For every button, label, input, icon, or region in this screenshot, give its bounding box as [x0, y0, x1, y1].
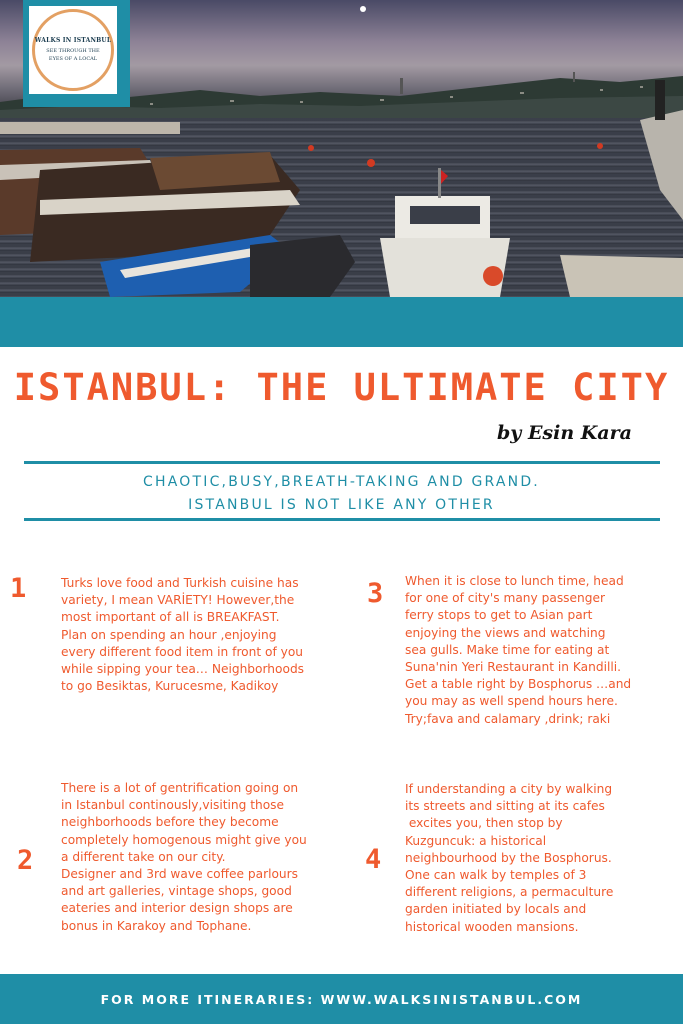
text-line: Plan on spending an hour ,enjoying — [61, 627, 277, 642]
page-title: ISTANBUL: THE ULTIMATE CITY — [13, 366, 670, 409]
text-line: neighborhoods before they become — [61, 815, 279, 830]
section-number-1: 1 — [10, 573, 27, 604]
text-line: neighbourhood by the Bosphorus. — [405, 850, 612, 865]
text-line: bonus in Karakoy and Tophane. — [61, 918, 252, 933]
text-line: you may as well spend hours here. — [405, 694, 618, 709]
section-3-text — [405, 573, 631, 728]
text-line: a different take on our city. — [61, 849, 226, 864]
section-number-4: 4 — [365, 844, 382, 875]
text-line: every different food item in front of you — [61, 644, 304, 659]
author-byline: by Esin Kara — [497, 422, 632, 444]
text-line: completely homogenous might give you — [61, 832, 307, 847]
text-line: Suna'nin Yeri Restaurant in Kandilli. — [405, 660, 622, 675]
text-line: eateries and interior design shops are — [61, 901, 293, 916]
tagline-line1: CHAOTIC,BUSY,BREATH-TAKING AND GRAND. — [143, 474, 540, 490]
text-line: different religions, a permaculture — [405, 885, 614, 900]
logo-slogan-line1: SEE THROUGH THE — [46, 48, 100, 54]
text-line: When it is close to lunch time, head — [405, 574, 624, 588]
text-line: Get a table right by Bosphorus …and — [405, 677, 632, 692]
text-line: historical wooden mansions. — [405, 919, 579, 934]
text-line: Turks love food and Turkish cuisine has — [61, 576, 299, 590]
text-line: One can walk by temples of 3 — [405, 868, 587, 883]
teal-band — [0, 297, 683, 347]
text-line: sea gulls. Make time for eating at — [405, 642, 610, 657]
text-line: enjoying the views and watching — [405, 625, 606, 640]
text-line: If understanding a city by walking — [405, 782, 613, 796]
section-number-2: 2 — [17, 845, 34, 876]
text-line: variety, I mean VARİETY! However,the — [61, 593, 295, 608]
logo-frame — [23, 0, 130, 107]
section-number-3: 3 — [367, 578, 384, 609]
text-line: for one of city's many passenger — [405, 591, 605, 606]
text-line: excites you, then stop by — [405, 816, 563, 831]
section-4-text — [405, 781, 613, 936]
text-line: Try;fava and calamary ,drink; raki — [405, 711, 611, 726]
carousel-dot — [360, 6, 366, 12]
logo-brand-name: WALKS IN ISTANBUL — [34, 37, 112, 44]
text-line: Kuzguncuk: a historical — [405, 833, 547, 848]
text-line: most important of all is BREAKFAST. — [61, 610, 280, 625]
logo-slogan-line2: EYES OF A LOCAL — [48, 56, 98, 62]
section-2-text — [61, 780, 307, 935]
divider-bottom — [24, 518, 660, 521]
text-line: garden initiated by locals and — [405, 902, 587, 917]
footer-bar — [0, 974, 683, 1024]
divider-top — [24, 461, 660, 464]
text-line: ferry stops to get to Asian part — [405, 608, 593, 623]
section-1-text — [61, 575, 304, 695]
text-line: and art galleries, vintage shops, good — [61, 884, 292, 899]
footer-website-link[interactable]: FOR MORE ITINERARIES: WWW.WALKSINISTANBUL.COM — [100, 992, 583, 1007]
text-line: in Istanbul continously,visiting those — [61, 798, 285, 813]
text-line: its streets and sitting at its cafes — [405, 799, 605, 814]
text-line: There is a lot of gentrification going on — [61, 781, 299, 795]
walks-in-istanbul-logo — [29, 6, 117, 94]
text-line: to go Besiktas, Kurucesme, Kadikoy — [61, 679, 279, 694]
text-line: Designer and 3rd wave coffee parlours — [61, 867, 299, 882]
tagline-line2: ISTANBUL IS NOT LIKE ANY OTHER — [188, 497, 495, 513]
text-line: while sipping your tea… Neighborhoods — [61, 662, 305, 677]
